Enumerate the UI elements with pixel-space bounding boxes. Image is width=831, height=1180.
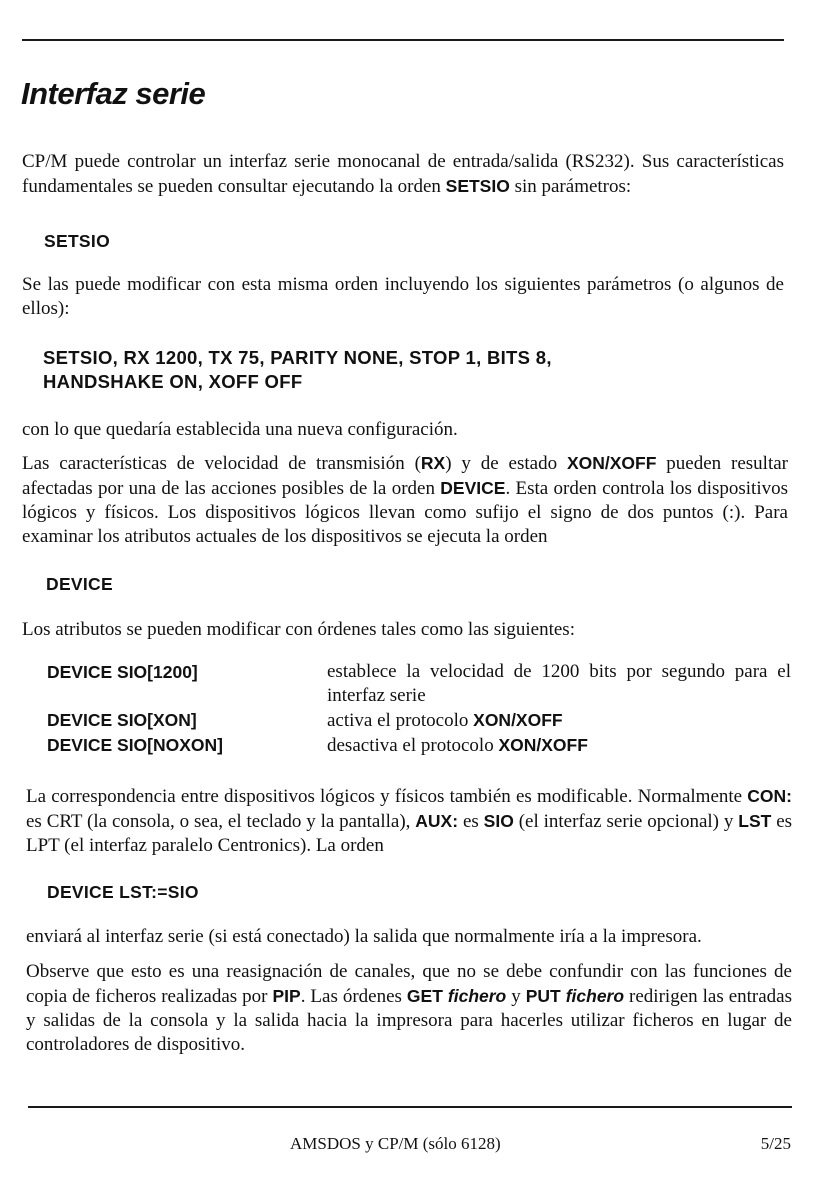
config-paragraph: con lo que quedaría establecida una nueva configuración.	[22, 419, 458, 440]
observe-text-2: . Las órdenes	[300, 986, 407, 1007]
device-command-desc-text: activa el protocolo	[327, 710, 474, 731]
observe-text-4: redirigen las entradas y salidas de la consola y la salida hacia la impresora para hacerles utilizar ficheros en lugar de controladores de dispositivo.	[26, 986, 792, 1055]
device-commands-table	[47, 660, 791, 758]
device-command: DEVICE	[46, 574, 113, 594]
device-command-row	[47, 660, 791, 708]
device-command-row	[47, 708, 791, 733]
setsio-command: SETSIO	[44, 231, 110, 251]
device-command-name: DEVICE SIO[NOXON]	[47, 735, 223, 755]
setsio-keyword: SETSIO	[445, 176, 510, 196]
device-command-desc	[327, 708, 791, 733]
device-command-desc	[327, 733, 791, 758]
device-command-desc	[327, 660, 791, 708]
corr-text-2: es CRT (la consola, o sea, el teclado y la pantalla),	[26, 811, 416, 832]
fichero-italic-2: fichero	[565, 986, 625, 1006]
setsio-example-line-2: HANDSHAKE ON, XOFF OFF	[43, 371, 303, 392]
device-command-name: DEVICE SIO[1200]	[47, 662, 198, 682]
observe-text-1: Observe que esto es una reasignación de canales, que no se debe confundir con las funciones de copia de ficheros realizadas por	[26, 961, 792, 1007]
footer-title: AMSDOS y CP/M (sólo 6128)	[290, 1134, 501, 1153]
page-number: 5/25	[760, 1134, 791, 1153]
device-command-desc-keyword: XON/XOFF	[473, 710, 563, 730]
setsio-example-line-1: SETSIO, RX 1200, TX 75, PARITY NONE, STOP 1, BITS 8,	[43, 347, 552, 368]
intro-text-a: CP/M puede controlar un interfaz serie monocanal de entrada/salida (RS232). Sus características fundamentales se pueden consultar ejecutando la orden	[22, 151, 784, 197]
get-keyword: GET	[406, 986, 443, 1006]
lst-keyword: LST	[738, 811, 772, 831]
section-heading: Interfaz serie	[21, 76, 206, 111]
correspondence-paragraph	[26, 784, 792, 858]
device-paragraph	[22, 451, 788, 549]
device-keyword: DEVICE	[440, 478, 506, 498]
device-text-1: Las características de velocidad de transmisión (	[22, 453, 421, 474]
device-command-row	[47, 733, 791, 758]
corr-text-5: es LPT (el interfaz paralelo Centronics). La orden	[26, 811, 793, 856]
con-keyword: CON:	[747, 786, 792, 806]
device-text-3: pueden resultar afectadas por una de las acciones posibles de la orden	[22, 453, 788, 499]
modify-paragraph: Se las puede modificar con esta misma orden incluyendo los siguientes parámetros (o algunos de ellos):	[22, 274, 784, 319]
corr-text-1: La correspondencia entre dispositivos lógicos y físicos también es modificable. Normalmente	[26, 786, 748, 807]
device-command-desc-text: establece la velocidad de 1200 bits por segundo para el interfaz serie	[327, 661, 791, 706]
attributes-paragraph: Los atributos se pueden modificar con órdenes tales como las siguientes:	[22, 619, 575, 640]
observe-paragraph	[26, 960, 792, 1057]
device-text-4: . Esta orden controla los dispositivos lógicos y físicos. Los dispositivos lógicos llevan como sufijo el signo de dos puntos (:). Para examinar los atributos actuales de los dispositivos se ejecuta la orden	[22, 478, 788, 547]
top-rule	[22, 39, 784, 41]
rx-keyword: RX	[420, 453, 446, 473]
sio-keyword: SIO	[483, 811, 514, 831]
fichero-italic-1: fichero	[447, 986, 507, 1006]
aux-keyword: AUX:	[415, 811, 459, 831]
pip-keyword: PIP	[272, 986, 301, 1006]
corr-text-3: es	[458, 811, 484, 832]
device-lst-command: DEVICE LST:=SIO	[47, 882, 199, 902]
device-command-name: DEVICE SIO[XON]	[47, 710, 197, 730]
put-keyword: PUT	[525, 986, 561, 1006]
observe-text-3: y	[506, 986, 526, 1007]
device-command-desc-text: desactiva el protocolo	[327, 735, 499, 756]
device-command-desc-keyword: XON/XOFF	[498, 735, 588, 755]
send-paragraph: enviará al interfaz serie (si está conectado) la salida que normalmente iría a la impresora.	[26, 926, 702, 947]
xonxoff-keyword: XON/XOFF	[566, 453, 657, 473]
device-text-2: ) y de estado	[445, 453, 567, 474]
intro-paragraph	[22, 150, 784, 199]
intro-text-b: sin parámetros:	[509, 176, 632, 197]
corr-text-4: (el interfaz serie opcional) y	[513, 811, 739, 832]
bottom-rule	[28, 1106, 792, 1108]
